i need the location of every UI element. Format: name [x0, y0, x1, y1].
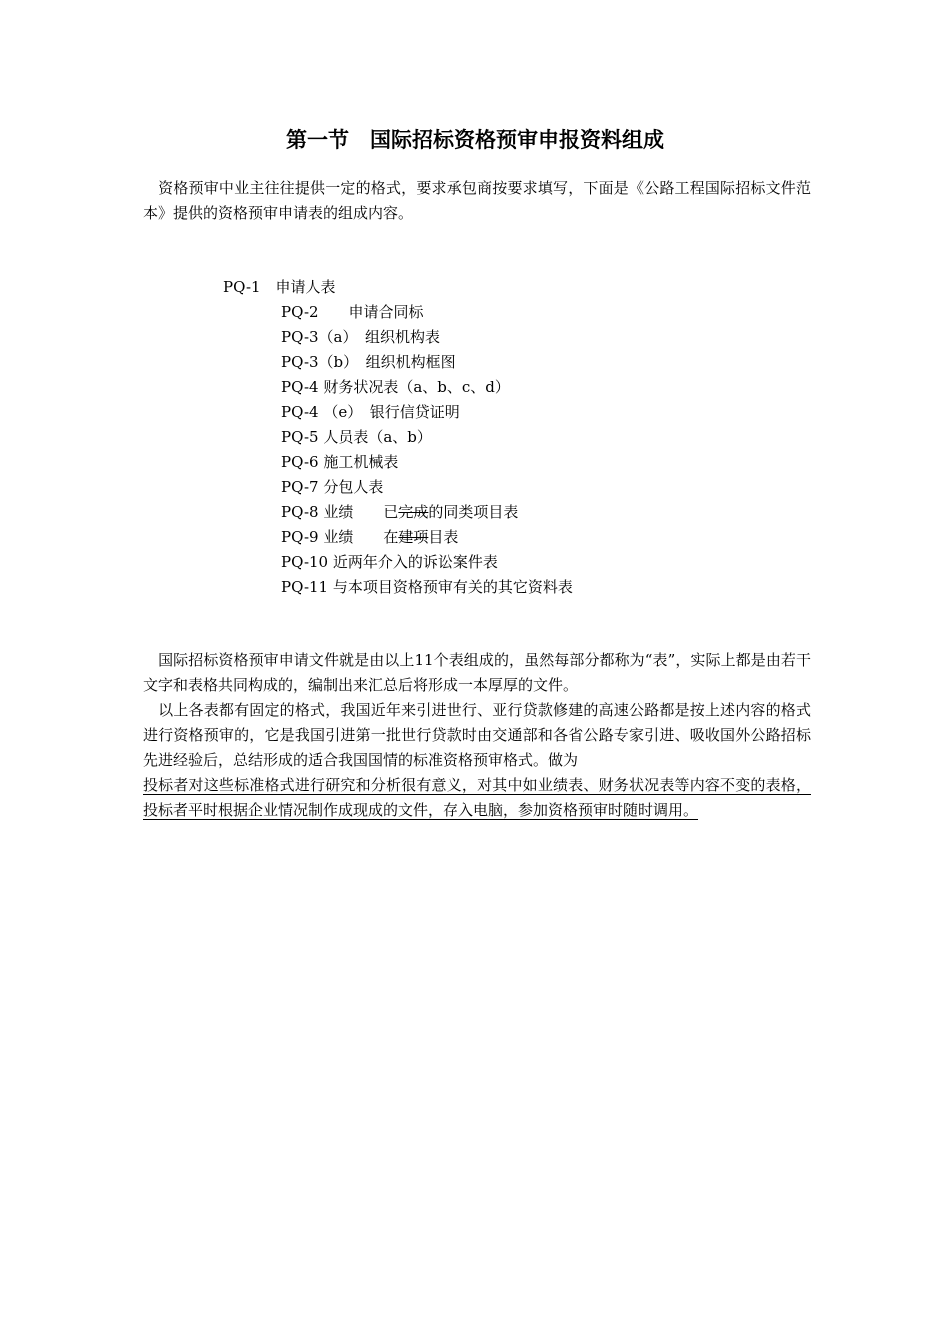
pq-item-text: PQ-3（a） 组织机构表: [281, 328, 440, 346]
pq-item-strikethrough-text: 完成: [398, 503, 429, 521]
pq-item-text: PQ-8 业绩 已: [281, 503, 399, 521]
pq-list-item: [281, 575, 573, 600]
pq-list-item: [281, 350, 573, 375]
pq-item-text: PQ-7 分包人表: [281, 478, 384, 496]
pq-list-first-item: PQ-1 申请人表: [223, 278, 336, 296]
pq-list-item: [281, 425, 573, 450]
pq-item-text: PQ-3（b） 组织机构框图: [281, 353, 456, 371]
pq-item-text: PQ-11 与本项目资格预审有关的其它资料表: [281, 578, 573, 596]
pq-item-text: PQ-10 近两年介入的诉讼案件表: [281, 553, 498, 571]
pq-list-item: [281, 550, 573, 575]
pq-list-item: [281, 475, 573, 500]
pq-item-text-tail: 的同类项目表: [428, 503, 519, 521]
pq-item-text: PQ-2 申请合同标: [281, 303, 424, 321]
pq-item-text: PQ-9 业绩 在: [281, 528, 399, 546]
pq-list-item: [281, 375, 573, 400]
pq-list: [281, 300, 573, 600]
format-paragraph-underlined-text: 投标者对这些标准格式进行研究和分析很有意义，对其中如业绩表、财务状况表等内容不变的表格，投标者平时根据企业情况制作成现成的文件，存入电脑，参加资格预审时随时调用。: [143, 776, 811, 819]
pq-list-item: [281, 300, 573, 325]
pq-item-text: PQ-4 财务状况表（a、b、c、d）: [281, 378, 510, 396]
format-paragraph-text: 以上各表都有固定的格式，我国近年来引进世行、亚行贷款修建的高速公路都是按上述内容的格式进行资格预审的，它是我国引进第一批世行贷款时由交通部和各省公路专家引进、吸收国外公路招标先进经验后，总结形成的适合我国国情的标准资格预审格式。做为: [143, 701, 811, 769]
pq-list-item: [281, 525, 573, 550]
pq-list-item: [281, 400, 573, 425]
pq-list-item: [281, 325, 573, 350]
pq-item-strikethrough-text: 建项: [398, 528, 429, 546]
pq-item-text: PQ-5 人员表（a、b）: [281, 428, 432, 446]
pq-list-item: [281, 450, 573, 475]
section-title: 第一节 国际招标资格预审申报资料组成: [286, 128, 664, 152]
intro-paragraph: 资格预审中业主往往提供一定的格式，要求承包商按要求填写，下面是《公路工程国际招标文件范本》提供的资格预审申请表的组成内容。: [143, 179, 811, 222]
pq-item-text: PQ-4 （e） 银行信贷证明: [281, 403, 460, 421]
pq-list-item: [281, 500, 573, 525]
pq-item-text-tail: 目表: [428, 528, 459, 546]
summary-paragraph: 国际招标资格预审申请文件就是由以上11个表组成的，虽然每部分都称为“表”，实际上都是由若干文字和表格共同构成的，编制出来汇总后将形成一本厚厚的文件。: [143, 651, 811, 694]
format-paragraph: [143, 698, 811, 823]
pq-item-text: PQ-6 施工机械表: [281, 453, 399, 471]
